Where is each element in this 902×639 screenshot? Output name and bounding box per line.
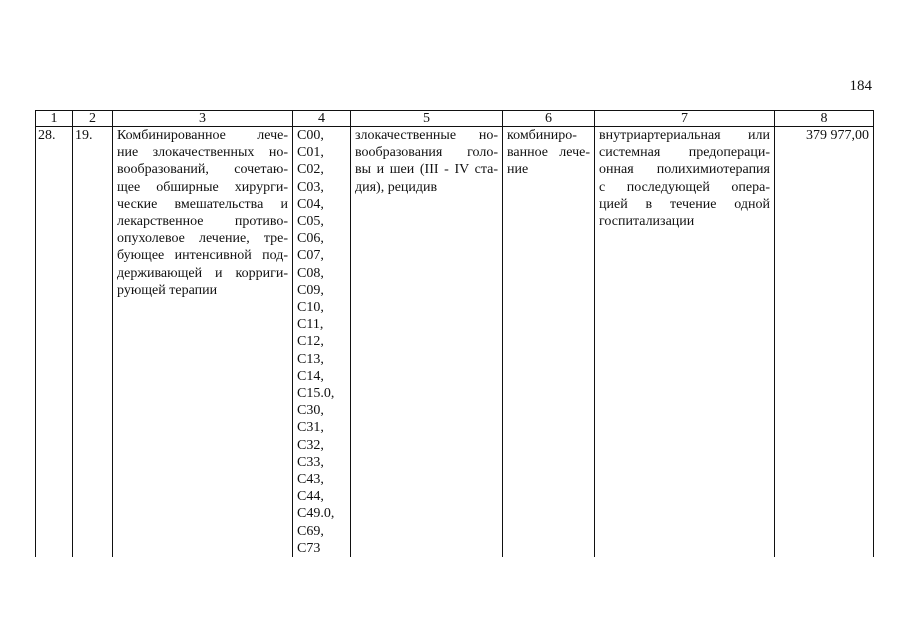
patient-model [351,127,503,558]
treatment-description-lines [117,127,288,299]
text-line: ческие вмешательства и [117,196,288,212]
text-line: лекарственное противо- [117,214,288,230]
text-line: онная полихимиотерапия [599,162,770,178]
text-line: C01, [297,145,324,161]
text-line: опухолевое лечение, тре- [117,231,288,247]
text-line: C00, [297,128,324,143]
treatment-description [113,127,293,558]
header-cell-5: 5 [351,111,503,127]
text-line: C10, [297,300,324,316]
text-line: с последующей опера- [599,179,770,195]
text-line: рующей терапии [117,282,218,298]
treatment-type [503,127,595,558]
header-cell-6: 6 [503,111,595,127]
text-line: внутриартериальная или [599,128,770,143]
text-line: системная предоперaци- [599,145,770,161]
text-line: C02, [297,162,324,178]
text-line: C13, [297,351,324,367]
text-line: C31, [297,420,324,436]
header-cell-4: 4 [293,111,351,127]
header-cell-3: 3 [113,111,293,127]
text-line: C11, [297,317,324,333]
text-line: C03, [297,179,324,195]
text-line: вообразований, сочетаю- [117,162,288,178]
text-line: комбиниро- [507,128,577,143]
text-line: C73 [297,540,321,556]
text-line: вообразования голо- [355,145,498,161]
patient-model-lines [355,127,498,196]
text-line: держивающей и корриги- [117,265,288,281]
text-line: C08, [297,265,324,281]
text-line: злокачественные но- [355,128,498,143]
text-line: C43, [297,472,324,488]
header-cell-1: 1 [36,111,73,127]
text-line: вы и шеи (III - IV ста- [355,162,498,178]
text-line: C04, [297,196,324,212]
text-line: C12, [297,334,324,350]
text-line: ние [507,162,529,178]
text-line: бующее интенсивной под- [117,248,288,264]
header-cell-8: 8 [775,111,874,127]
header-cell-2: 2 [73,111,113,127]
text-line: щее обширные хирурги- [117,179,288,195]
text-line: C14, [297,368,324,384]
text-line: госпитализации [599,214,695,230]
text-line: ванное лече- [507,145,590,161]
text-line: C15.0, [297,386,335,402]
procedures-table [35,110,874,557]
text-line: C44, [297,489,324,505]
text-line: C69, [297,523,324,539]
header-cell-7: 7 [595,111,775,127]
header-row [36,111,874,127]
text-line: C07, [297,248,324,264]
text-line: Комбинированное лече- [117,128,288,143]
table-row [36,127,874,558]
text-line: дия), рецидив [355,179,438,195]
text-line: C49.0, [297,506,335,522]
cost-value: 379 977,00 [775,127,874,558]
text-line: C09, [297,282,324,298]
treatment-type-lines [507,127,590,179]
text-line: ние злокачественных но- [117,145,288,161]
icd-code-list [297,127,346,557]
page-number: 184 [849,78,872,94]
treatment-method [595,127,775,558]
row-number: 28. [36,127,73,558]
treatment-method-lines [599,127,770,230]
text-line: C30, [297,403,324,419]
group-number: 19. [73,127,113,558]
icd-codes [293,127,351,558]
text-line: C06, [297,231,324,247]
text-line: C32, [297,437,324,453]
text-line: C33, [297,454,324,470]
text-line: цией в течение одной [599,196,770,212]
text-line: C05, [297,214,324,230]
